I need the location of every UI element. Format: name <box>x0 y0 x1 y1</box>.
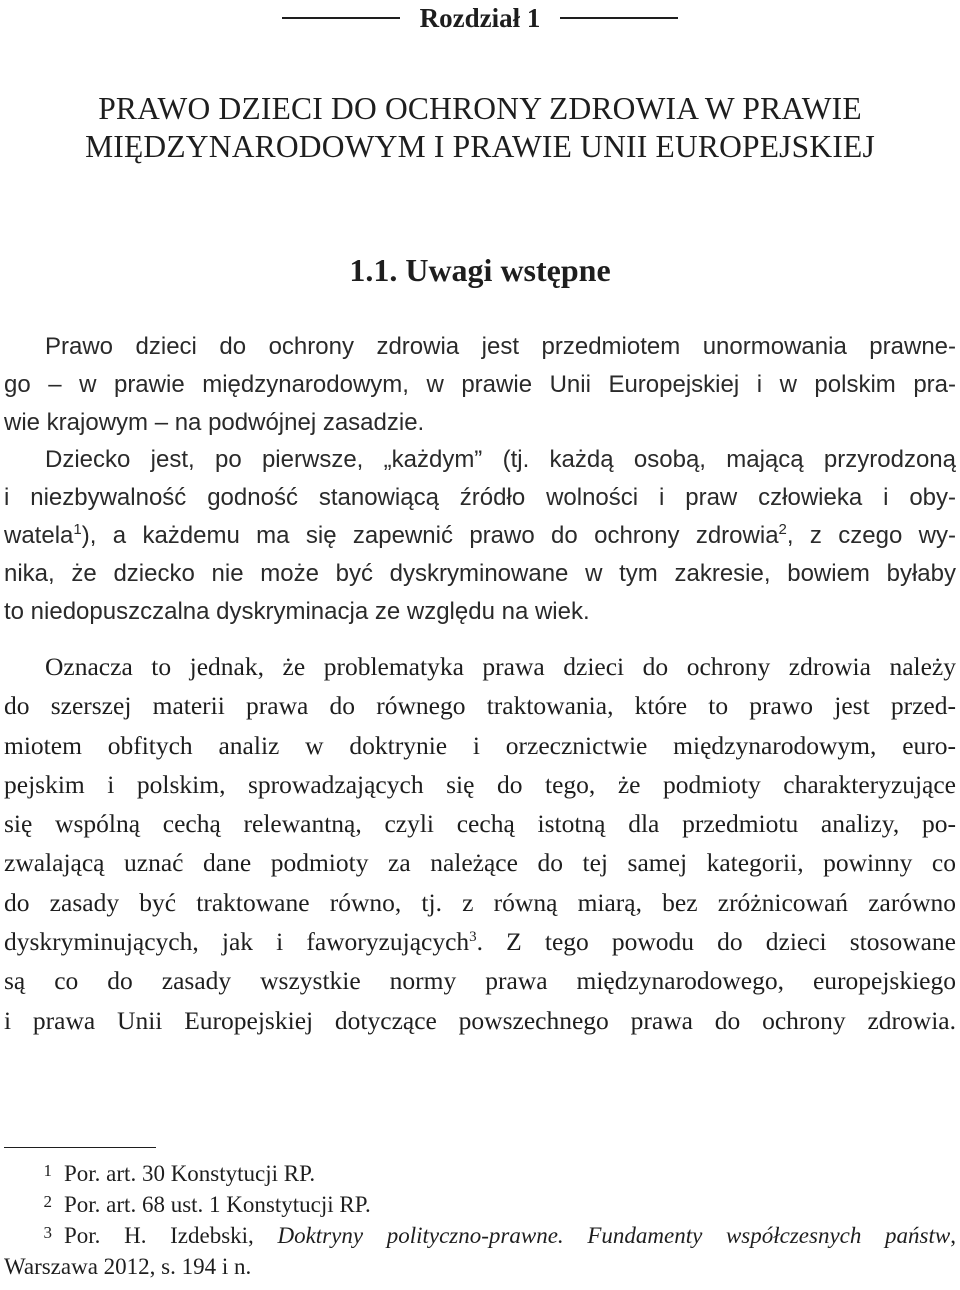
p2-l3-a: watela <box>4 521 74 549</box>
chapter-label: Rozdział 1 <box>419 3 541 33</box>
paragraph-2-line-2: i niezbywalność godność stanowiącą źródło wolności i praw człowieka i oby- <box>4 484 956 512</box>
chapter-header <box>0 0 960 36</box>
footnote-ref-2: 2 <box>778 520 787 538</box>
paragraph-3-line-1: Oznacza to jednak, że problematyka prawa dzieci do ochrony zdrowia należy <box>45 652 956 681</box>
paragraph-2-line-5: to niedopuszczalna dyskryminacja ze względu na wiek. <box>4 597 590 625</box>
body-block-serif <box>4 647 956 1040</box>
paragraph-3-line-6: zwalającą uznać dane podmioty za należące do tej samej kategorii, powinny co <box>4 848 956 878</box>
footnote-ref-3: 3 <box>469 929 477 946</box>
paragraph-1-line-3: wie krajowym – na podwójnej zasadzie. <box>4 408 425 436</box>
paragraph-1-line-2: go – w prawie międzynarodowym, w prawie Unii Europejskiej i w polskim pra- <box>4 370 956 398</box>
footnote-separator <box>4 1147 156 1148</box>
paragraph-3-line-7: do zasady być traktowane równo, tj. z równą miarą, bez zróżnicowań zarówno <box>4 887 956 917</box>
p3-l8-a: dyskryminujących, jak i faworyzujących <box>4 927 470 957</box>
footnote-3-text-b: , <box>950 1223 956 1248</box>
paragraph-2-line-3 <box>4 517 956 555</box>
body-block-sans <box>4 328 956 630</box>
footnote-number: 1 <box>43 1161 52 1180</box>
section-heading: 1.1. Uwagi wstępne <box>349 252 611 288</box>
paragraph-3-line-2: do szerszej materii prawa do równego traktowania, które to prawo jest przed- <box>4 691 956 721</box>
p2-l3-c: , z czego wy- <box>786 521 956 549</box>
paragraph-3-line-5: się wspólną cechą relewantną, czyli cechą istotną dla przedmiotu analizy, po- <box>4 809 956 839</box>
chapter-title-line-1: PRAWO DZIECI DO OCHRONY ZDROWIA W PRAWIE <box>98 91 862 126</box>
footnote-3 <box>4 1220 956 1251</box>
chapter-title <box>0 90 960 166</box>
paragraph-2-line-4: nika, że dziecko nie może być dyskryminowane w tym zakresie, bowiem byłaby <box>4 559 956 587</box>
footnote-3-text-a: Por. H. Izdebski, <box>64 1223 278 1248</box>
footnote-2 <box>4 1189 956 1220</box>
p3-l8-b: . Z tego powodu do dzieci stosowane <box>476 927 956 957</box>
footnote-text: Por. art. 30 Konstytucji RP. <box>64 1161 316 1186</box>
paragraph-3-line-8 <box>4 922 956 961</box>
footnote-3-italic-title: Doktryny polityczno-prawne. Fundamenty współczesnych państw <box>277 1223 951 1248</box>
footnote-number: 2 <box>43 1192 52 1211</box>
footnote-ref-1: 1 <box>73 520 82 538</box>
footnote-1 <box>4 1158 956 1189</box>
footnote-3-continuation: Warszawa 2012, s. 194 i n. <box>4 1254 252 1279</box>
paragraph-3-line-9: są co do zasady wszystkie normy prawa międzynarodowego, europejskiego <box>4 966 956 996</box>
paragraph-3-line-3: miotem obfitych analiz w doktrynie i orzecznictwie międzynarodowym, euro- <box>4 730 956 760</box>
paragraph-3-line-4: pejskim i polskim, sprowadzających się do tego, że podmioty charakteryzujące <box>4 769 956 799</box>
footnote-text <box>64 1220 956 1251</box>
footnote-text: Por. art. 68 ust. 1 Konstytucji RP. <box>64 1192 371 1217</box>
footnote-number: 3 <box>43 1223 52 1242</box>
footnotes <box>4 1158 956 1282</box>
chapter-rule-right <box>560 17 678 19</box>
paragraph-2-line-1: Dziecko jest, po pierwsze, „każdym” (tj. każdą osobą, mającą przyrodzoną <box>45 446 956 474</box>
p2-l3-b: ), a każdemu ma się zapewnić prawo do ochrony zdrowia <box>81 521 779 549</box>
chapter-rule-left <box>282 17 400 19</box>
paragraph-3-line-10: i prawa Unii Europejskiej dotyczące powszechnego prawa do ochrony zdrowia. <box>4 1005 956 1035</box>
chapter-title-line-2: MIĘDZYNARODOWYM I PRAWIE UNII EUROPEJSKIEJ <box>85 129 875 164</box>
paragraph-1-line-1: Prawo dzieci do ochrony zdrowia jest przedmiotem unormowania prawne- <box>45 333 956 360</box>
